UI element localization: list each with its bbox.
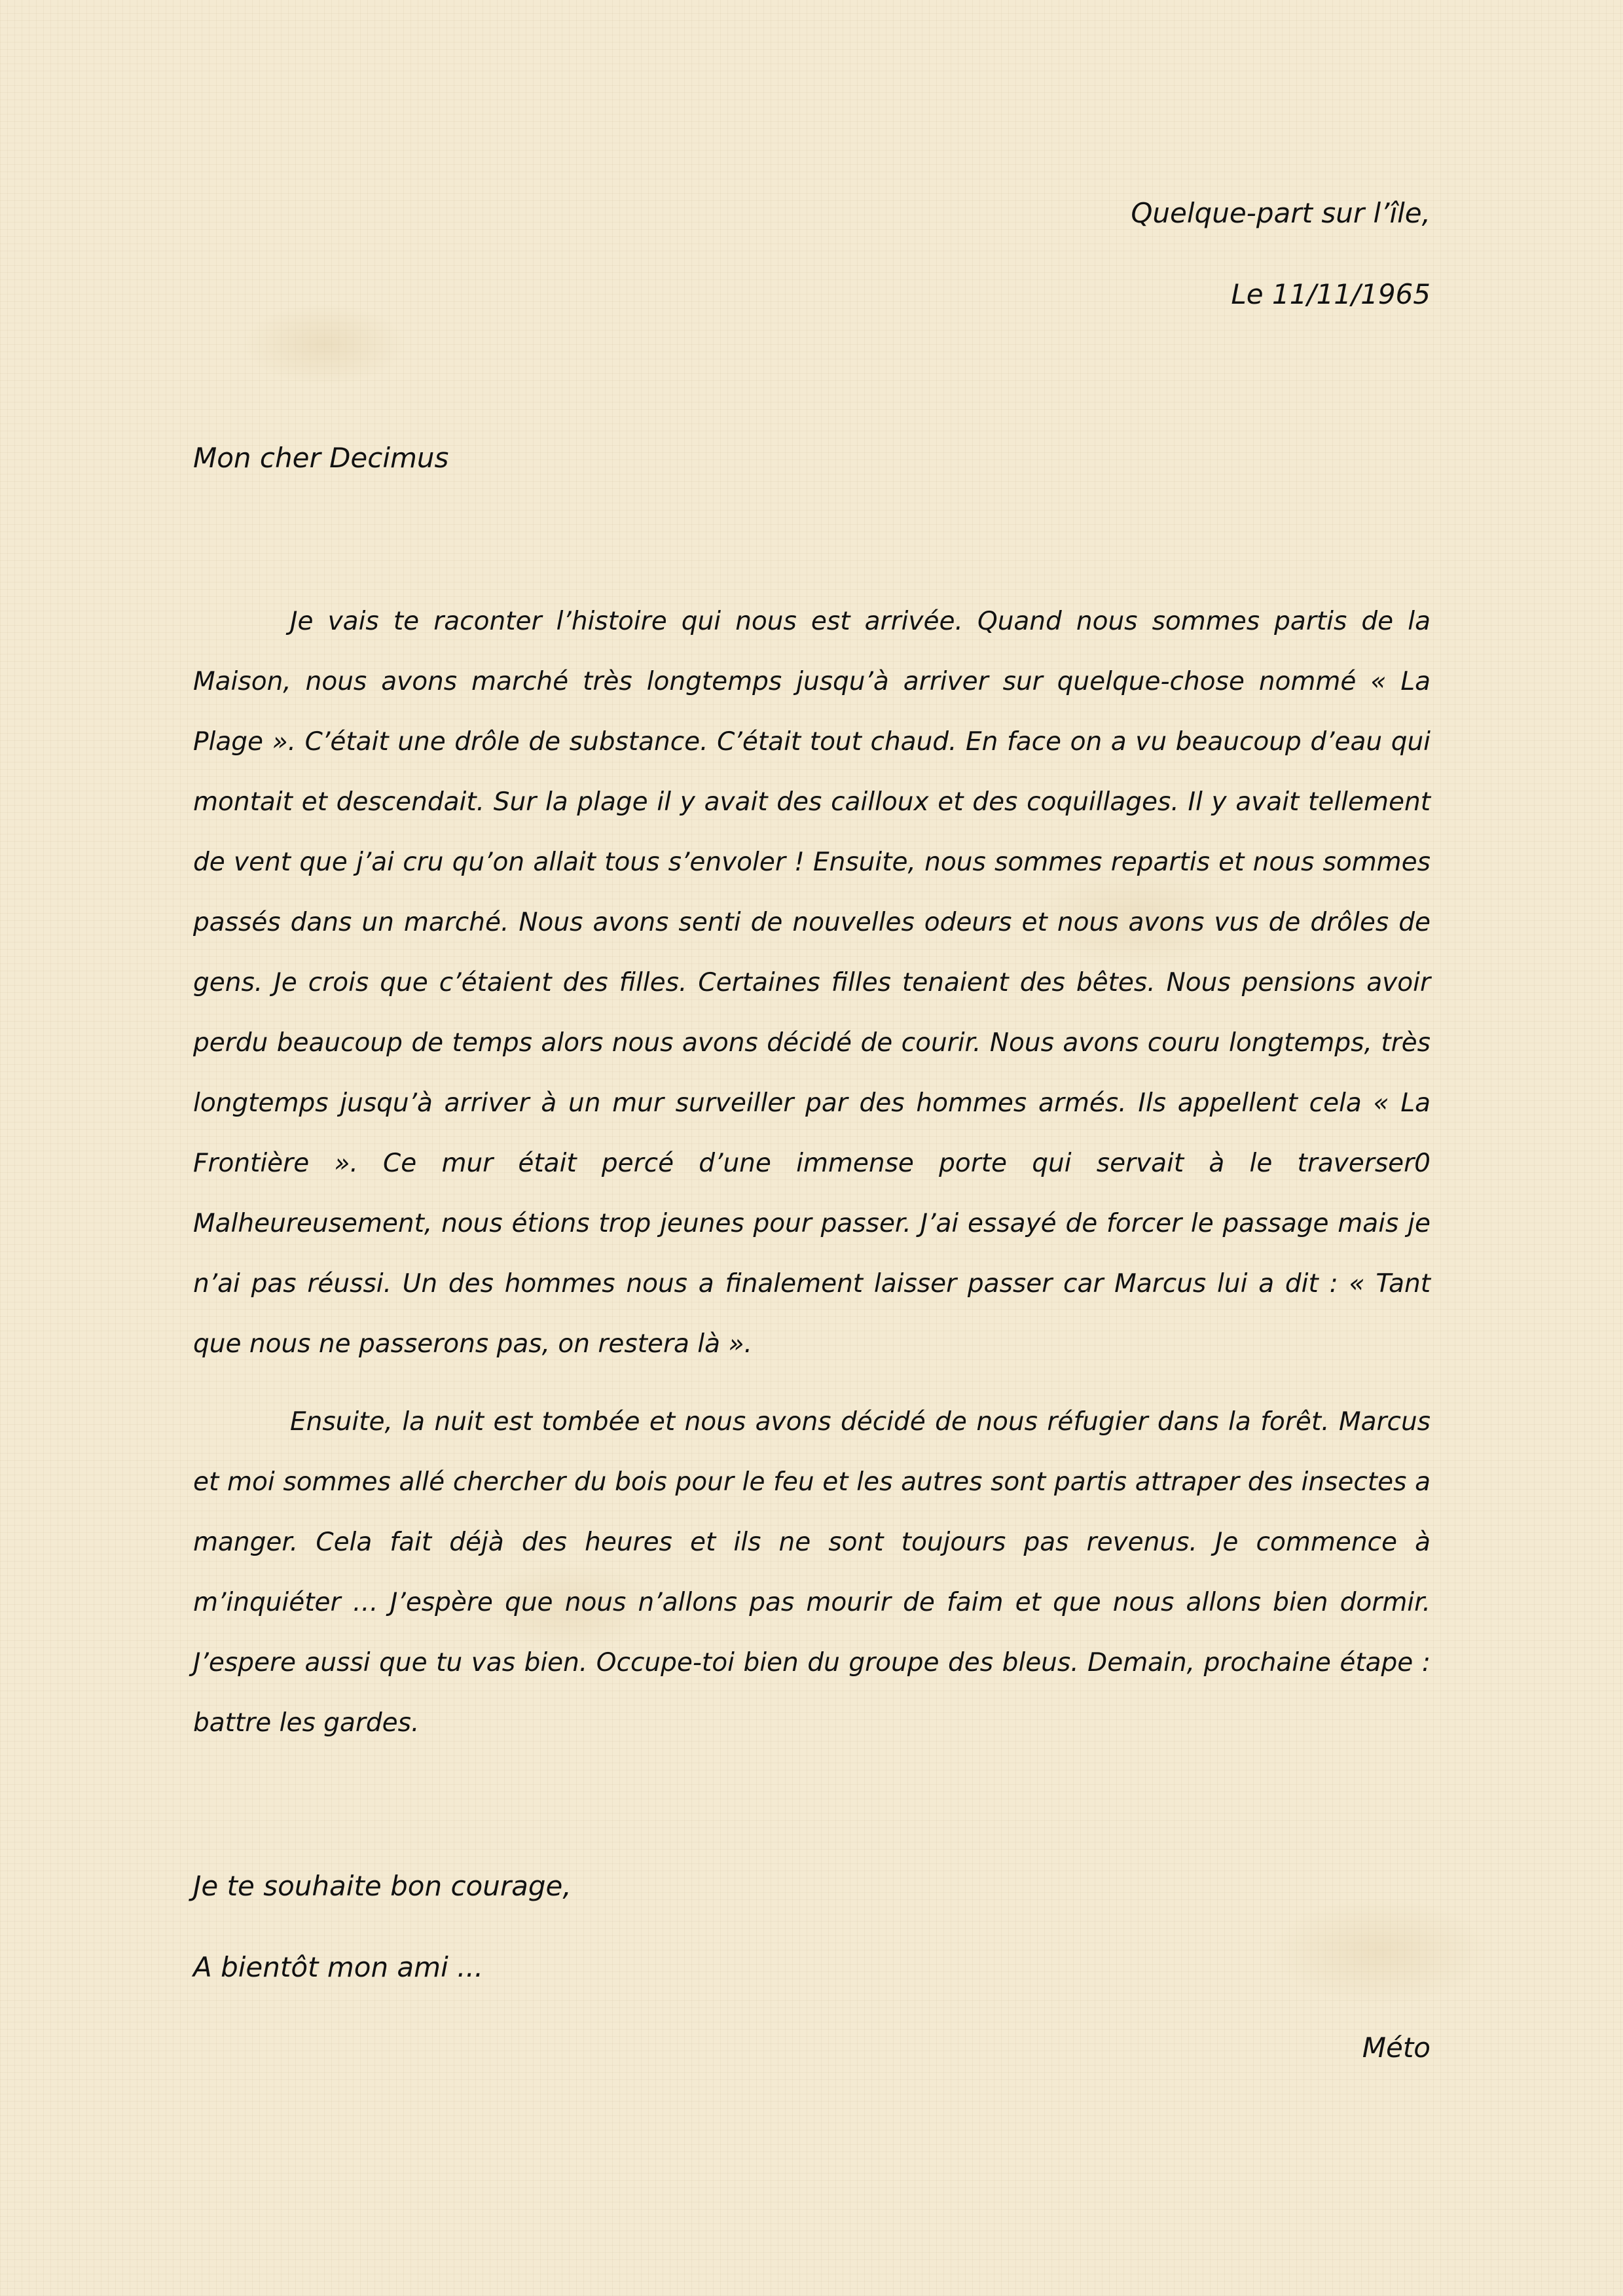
letter-paragraph-2: Ensuite, la nuit est tombée et nous avons décidé de nous réfugier dans la forêt. Marcus et moi sommes allé chercher du bois pour le feu et les autres sont partis attraper des insectes a manger. Cela fait déjà des heures et ils ne sont toujours pas revenus. Je commence à m’inquiéter … J’espère que nous n’allons pas mourir de faim et que nous allons bien dormir. J’espere aussi que tu vas bien. Occupe-toi bien du groupe des bleus. Demain, prochaine étape : battre les gardes. bbox=[193, 1407, 1431, 1738]
letter-page bbox=[193, 0, 1431, 2296]
letter-salutation: Mon cher Decimus bbox=[193, 442, 449, 474]
letter-closing-2: A bientôt mon ami ... bbox=[193, 1951, 484, 1983]
letter-closing-1: Je te souhaite bon courage, bbox=[193, 1870, 572, 1902]
letter-signature: Méto bbox=[1362, 2032, 1431, 2064]
letter-date: Le 11/11/1965 bbox=[1231, 278, 1431, 310]
letter-place: Quelque-part sur l’île, bbox=[1131, 197, 1431, 229]
letter-paragraph-1: Je vais te raconter l’histoire qui nous est arrivée. Quand nous sommes partis de la Maison, nous avons marché très longtemps jusqu’à arriver sur quelque-chose nommé « La Plage ». C’était une drôle de substance. C’était tout chaud. En face on a vu beaucoup d’eau qui montait et descendait. Sur la plage il y avait des cailloux et des coquillages. Il y avait tellement de vent que j’ai cru qu’on allait tous s’envoler ! Ensuite, nous sommes repartis et nous sommes passés dans un marché. Nous avons senti de nouvelles odeurs et nous avons vus de drôles de gens. Je crois que c’étaient des filles. Certaines filles tenaient des bêtes. Nous pensions avoir perdu beaucoup de temps alors nous avons décidé de courir. Nous avons couru longtemps, très longtemps jusqu’à arriver à un mur surveiller par des hommes armés. Ils appellent cela « La Frontière ». Ce mur était percé d’une immense porte qui servait à le traverser0 Malheureusement, nous étions trop jeunes pour passer. J’ai essayé de forcer le passage mais je n’ai pas réussi. Un des hommes nous a finalement laisser passer car Marcus lui a dit : « Tant que nous ne passerons pas, on restera là ». bbox=[193, 607, 1431, 1359]
